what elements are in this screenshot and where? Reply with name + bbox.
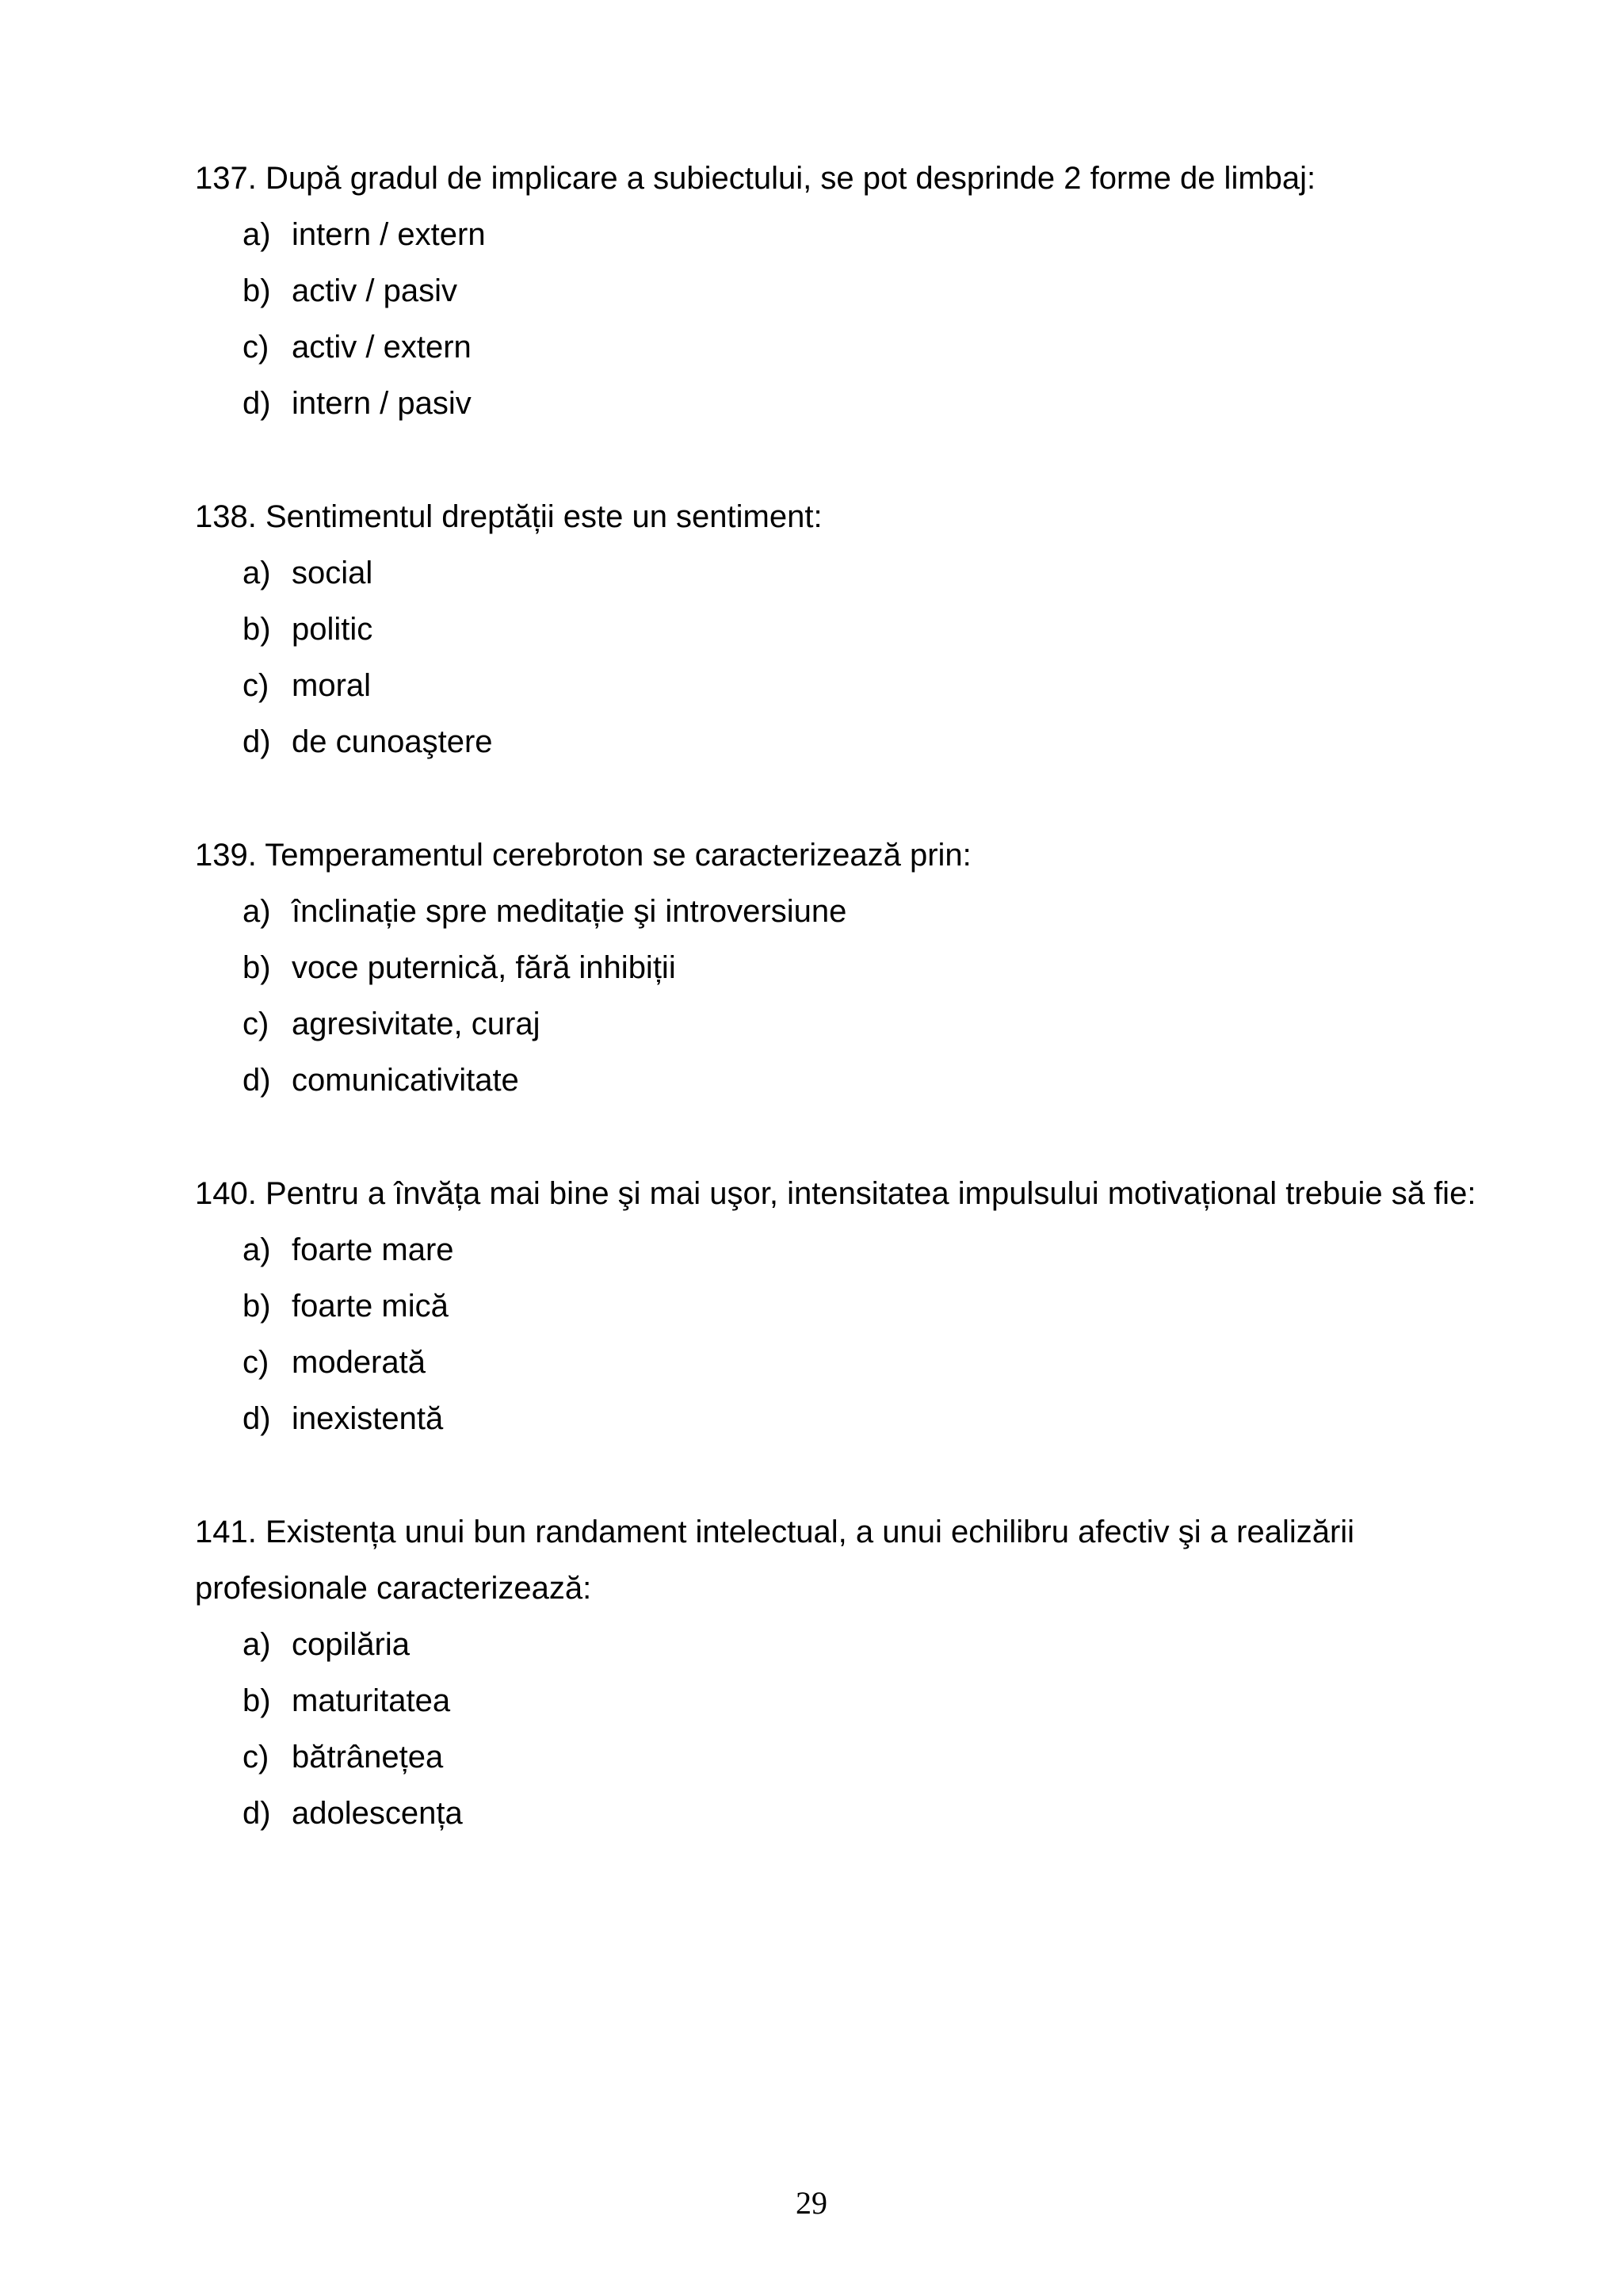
option-list	[195, 545, 1510, 770]
option-text: comunicativitate	[292, 1063, 519, 1098]
option-text: agresivitate, curaj	[292, 1007, 540, 1041]
question-140	[195, 1166, 1510, 1447]
option-letter: a)	[242, 1232, 271, 1267]
option-text: bătrânețea	[292, 1740, 444, 1775]
option-list	[195, 1617, 1510, 1842]
option-letter: c)	[242, 1740, 269, 1775]
option-list	[195, 884, 1510, 1109]
option-letter: b)	[242, 950, 271, 985]
option-letter: a)	[242, 556, 271, 590]
option-text: foarte mare	[292, 1232, 454, 1267]
question-stem: 141. Existența unui bun randament intelectual, a unui echilibru afectiv şi a realizării profesionale caracterizează:	[195, 1515, 1355, 1606]
question-139	[195, 827, 1510, 1109]
option-item	[242, 1673, 1510, 1729]
option-item	[242, 714, 1510, 770]
option-letter: b)	[242, 612, 271, 647]
page-content	[195, 151, 1510, 1899]
option-letter: c)	[242, 668, 269, 703]
option-letter: d)	[242, 386, 271, 421]
option-text: înclinație spre meditație şi introversiune	[292, 894, 847, 929]
option-letter: a)	[242, 894, 271, 929]
option-item	[242, 996, 1510, 1052]
option-text: maturitatea	[292, 1683, 451, 1718]
option-text: activ / pasiv	[292, 273, 457, 308]
option-letter: d)	[242, 1401, 271, 1436]
option-item	[242, 1222, 1510, 1278]
option-item	[242, 884, 1510, 940]
option-text: copilăria	[292, 1627, 410, 1662]
option-item	[242, 1729, 1510, 1786]
option-text: foarte mică	[292, 1289, 449, 1324]
option-text: inexistentă	[292, 1401, 444, 1436]
option-list	[195, 207, 1510, 432]
option-letter: c)	[242, 1007, 269, 1041]
option-letter: c)	[242, 1345, 269, 1380]
option-item	[242, 1052, 1510, 1109]
option-item	[242, 263, 1510, 319]
option-text: intern / extern	[292, 217, 486, 252]
question-138	[195, 489, 1510, 770]
option-item	[242, 207, 1510, 263]
option-list	[195, 1222, 1510, 1447]
option-text: social	[292, 556, 373, 590]
option-item	[242, 1335, 1510, 1391]
question-stem: 137. După gradul de implicare a subiectului, se pot desprinde 2 forme de limbaj:	[195, 161, 1316, 196]
question-141	[195, 1504, 1510, 1842]
option-text: intern / pasiv	[292, 386, 472, 421]
option-letter: d)	[242, 1063, 271, 1098]
option-letter: a)	[242, 217, 271, 252]
question-stem: 138. Sentimentul dreptății este un sentiment:	[195, 499, 823, 534]
option-item	[242, 1278, 1510, 1335]
option-text: moderată	[292, 1345, 426, 1380]
option-text: activ / extern	[292, 330, 472, 365]
question-stem: 140. Pentru a învăța mai bine şi mai uşor, intensitatea impulsului motivațional trebuie să fie:	[195, 1176, 1476, 1211]
option-letter: b)	[242, 1683, 271, 1718]
option-text: moral	[292, 668, 372, 703]
option-text: politic	[292, 612, 373, 647]
option-text: voce puternică, fără inhibiții	[292, 950, 676, 985]
option-item	[242, 602, 1510, 658]
option-letter: a)	[242, 1627, 271, 1662]
option-letter: b)	[242, 1289, 271, 1324]
option-item	[242, 658, 1510, 714]
option-letter: d)	[242, 724, 271, 759]
question-stem: 139. Temperamentul cerebroton se caracterizează prin:	[195, 838, 972, 873]
option-letter: d)	[242, 1796, 271, 1831]
option-letter: b)	[242, 273, 271, 308]
option-item	[242, 940, 1510, 996]
option-item	[242, 1786, 1510, 1842]
option-letter: c)	[242, 330, 269, 365]
option-text: adolescența	[292, 1796, 463, 1831]
option-item	[242, 1617, 1510, 1673]
option-item	[242, 319, 1510, 376]
option-text: de cunoaştere	[292, 724, 493, 759]
page-number: 29	[796, 2185, 827, 2221]
option-item	[242, 545, 1510, 602]
question-137	[195, 151, 1510, 432]
option-item	[242, 1391, 1510, 1447]
option-item	[242, 376, 1510, 432]
